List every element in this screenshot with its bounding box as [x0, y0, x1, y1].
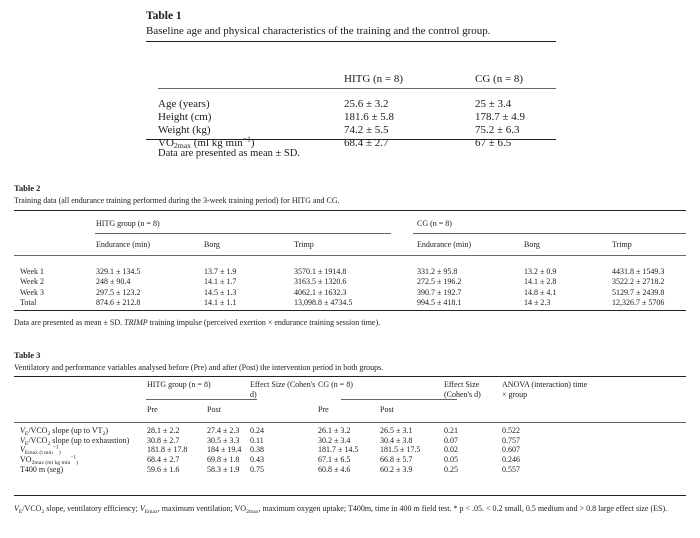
table-cell: 181.8 ± 17.8 — [147, 445, 188, 455]
table-cell: 13.2 ± 0.9 — [524, 266, 557, 276]
table2-caption-block — [14, 184, 340, 205]
table-cell: 26.5 ± 3.1 — [380, 426, 413, 436]
table-cell: 14.5 ± 1.3 — [204, 287, 237, 297]
table-row — [158, 111, 565, 124]
table-cell: 13.7 ± 1.9 — [204, 266, 237, 276]
table2-cg-group-rule — [413, 233, 686, 234]
row-label: Weight (kg) — [158, 124, 211, 136]
table-cell: 30.4 ± 3.8 — [380, 435, 413, 445]
table-cell: 0.02 — [444, 445, 458, 455]
table-cell: 181.6 ± 5.8 — [344, 111, 395, 123]
table-cell: 3522.2 ± 2718.2 — [612, 277, 665, 286]
table-cell: 14.1 ± 2.8 — [524, 277, 557, 286]
table2-subheader: Endurance (min) — [417, 239, 471, 249]
table2-group-row — [20, 219, 664, 230]
table3-header-rule — [14, 422, 686, 423]
table-cell: 0.38 — [250, 445, 264, 455]
table-cell: 184 ± 19.4 — [207, 445, 242, 455]
table-cell: 331.2 ± 95.8 — [417, 266, 458, 276]
table2-group-hitg: HITG group (n = 8) — [96, 219, 160, 228]
table-cell: 25 ± 3.4 — [475, 98, 512, 110]
row-label: Age (years) — [158, 98, 210, 110]
table1-label: Table 1 — [146, 10, 182, 22]
table-cell: 14 ± 2.3 — [524, 298, 551, 307]
table-cell: 14.1 ± 1.7 — [204, 277, 237, 286]
table-cell: 13,098.8 ± 4734.5 — [294, 298, 353, 307]
table1-header-rule — [158, 88, 556, 89]
table-row — [20, 465, 588, 475]
table2-label: Table 2 — [14, 183, 41, 193]
table-cell: 60.2 ± 3.9 — [380, 464, 413, 474]
table-cell: 68.4 ± 2.7 — [344, 137, 389, 149]
table3-anova-header: ANOVA (interaction) time × group — [502, 380, 588, 399]
table1-top-rule — [146, 41, 556, 42]
table-row — [20, 445, 588, 455]
table3-group-hitg: HITG group (n = 8) — [147, 380, 211, 389]
table-cell: 0.07 — [444, 435, 458, 445]
table3 — [20, 380, 588, 474]
table-cell: 181.5 ± 17.5 — [380, 445, 421, 455]
table-cell: 75.2 ± 6.3 — [475, 124, 520, 136]
table3-hitg-group-rule — [146, 399, 257, 400]
table-row — [20, 298, 664, 309]
table2-hitg-group-rule — [95, 233, 391, 234]
table3-caption-block — [14, 351, 383, 372]
table3-label: Table 3 — [14, 350, 41, 360]
table-cell: 0.557 — [502, 464, 520, 474]
table-cell: 0.05 — [444, 454, 458, 464]
table-cell: 59.6 ± 1.6 — [147, 464, 180, 474]
row-label: $V_E/VCO_2$ slope (up to exhaustion) — [20, 435, 130, 447]
table2-subheader: Trimp — [294, 239, 314, 249]
table-row — [158, 124, 565, 137]
table1-header-cell: HITG (n = 8) — [344, 73, 404, 85]
table-cell: 14.1 ± 1.1 — [204, 298, 237, 307]
row-label: Total — [20, 298, 37, 307]
row-label: $V_E/VCO_2$ slope (up to $VT_2$) — [20, 426, 108, 438]
table2-caption: Training data (all endurance training performed during the 3-week training period) for HITG and CG. — [14, 195, 340, 205]
table-row — [20, 288, 664, 299]
table3-es-header-cg: Effect Size (Cohen's d) — [444, 380, 481, 399]
row-label: $VO_{2max}$ (ml kg $\min^{-1}$) — [158, 134, 255, 150]
row-label: Week 1 — [20, 266, 45, 276]
table1-header-cell: CG (n = 8) — [475, 73, 524, 85]
table1-caption: Baseline age and physical characteristics of the training and the control group. — [146, 25, 491, 38]
table3-caption: Ventilatory and performance variables analysed before (Pre) and after (Post) the intervention period in both groups. — [14, 362, 384, 372]
table-cell: 26.1 ± 3.2 — [318, 426, 351, 436]
table-cell: 66.8 ± 5.7 — [380, 454, 413, 464]
table-row — [20, 254, 664, 278]
table-row — [158, 98, 565, 111]
table-cell: 27.4 ± 2.3 — [207, 426, 240, 436]
table2-subheader: Borg — [204, 239, 220, 249]
table-cell: 58.3 ± 1.9 — [207, 464, 240, 474]
row-label: T400 m (seg) — [20, 464, 64, 474]
table-cell: 0.522 — [502, 426, 520, 436]
table-cell: 4062.1 ± 1632.3 — [294, 287, 347, 297]
table-cell: 297.5 ± 123.2 — [96, 287, 141, 297]
table-cell: 0.11 — [250, 435, 264, 445]
table-cell: 67 ± 6.5 — [475, 137, 512, 149]
table-cell: 74.2 ± 5.5 — [344, 124, 389, 136]
table-cell: 178.7 ± 4.9 — [475, 111, 526, 123]
table3-cg-group-rule — [341, 399, 457, 400]
row-label: $V_{Emax}$ $_{(l min}^{-1}_)$ — [20, 444, 61, 457]
table2-subheader: Endurance (min) — [96, 239, 150, 249]
table-cell: 3163.5 ± 1320.6 — [294, 277, 347, 286]
table-cell: 14.8 ± 4.1 — [524, 287, 557, 297]
table-cell: 0.25 — [444, 464, 458, 474]
table-row — [20, 414, 588, 436]
table-cell: 67.1 ± 6.5 — [318, 454, 351, 464]
table-cell: 69.8 ± 1.8 — [207, 454, 240, 464]
table-cell: 30.2 ± 3.4 — [318, 435, 351, 445]
table1-header-row — [158, 73, 565, 98]
table3-bottom-rule — [14, 495, 686, 496]
table-cell: 0.21 — [444, 426, 458, 436]
row-label: Height (cm) — [158, 111, 212, 123]
table1-note: Data are presented as mean ± SD. — [158, 148, 300, 159]
table-cell: 30.8 ± 2.7 — [147, 435, 180, 445]
table1-header-cell — [158, 73, 344, 98]
table-row — [20, 277, 664, 288]
table-cell: 5129.7 ± 2439.8 — [612, 287, 665, 297]
table3-top-rule — [14, 376, 686, 377]
table3-subheader-pre: Pre — [318, 404, 329, 414]
table-cell: 4431.8 ± 1549.3 — [612, 266, 665, 276]
table3-subheader-pre: Pre — [147, 404, 158, 414]
table1-bottom-rule — [146, 139, 556, 140]
row-label: Week 2 — [20, 277, 45, 286]
table2-top-rule — [14, 210, 686, 211]
table2-note: Data are presented as mean ± SD. TRIMP training impulse (perceived exertion × endurance training session time). — [14, 318, 381, 327]
table-cell: 12,326.7 ± 5706 — [612, 298, 665, 307]
row-label: $VO_{2max}$ $_{(ml kg min}^{-1}_)$ — [20, 454, 79, 466]
table-cell: 0.757 — [502, 435, 520, 445]
table-cell: 329.1 ± 134.5 — [96, 266, 141, 276]
table-cell: 994.5 ± 418.1 — [417, 298, 462, 307]
table-cell: 390.7 ± 192.7 — [417, 287, 462, 297]
table-cell: 68.4 ± 2.7 — [147, 454, 180, 464]
table3-note: $V_E/VCO_2$ slope, ventilatory efficiency; $V_{Emax}$, maximum ventilation; $VO_{2max}$, maximum oxygen uptake; T400m, time in 400 m field test. * p < .05. < 0.2 small, 0.5 medium and > 0.8 large effect size (ES). — [14, 504, 668, 515]
table-cell: 28.1 ± 2.2 — [147, 426, 180, 436]
table-cell: 181.7 ± 14.5 — [318, 445, 359, 455]
table-cell: 272.5 ± 196.2 — [417, 277, 462, 286]
table-cell: 30.5 ± 3.3 — [207, 435, 240, 445]
table-cell: 25.6 ± 3.2 — [344, 98, 389, 110]
table-cell: 60.8 ± 4.6 — [318, 464, 351, 474]
table2-group-cg: CG (n = 8) — [417, 219, 452, 228]
table-cell: 3570.1 ± 1914.8 — [294, 266, 347, 276]
table-cell: 874.6 ± 212.8 — [96, 298, 141, 307]
row-label: Week 3 — [20, 287, 45, 297]
table-row — [20, 436, 588, 446]
table-cell: 0.607 — [502, 445, 520, 455]
table2-subheader: Borg — [524, 239, 540, 249]
table-cell: 0.24 — [250, 426, 264, 436]
table1-caption-block — [146, 10, 491, 38]
table2-subheader: Trimp — [612, 239, 632, 249]
table-cell: 0.43 — [250, 454, 264, 464]
table-cell: 0.246 — [502, 454, 520, 464]
table-row — [20, 455, 588, 465]
table-cell: 0.75 — [250, 464, 264, 474]
table3-group-cg: CG (n = 8) — [318, 380, 353, 389]
table3-subheader-post: Post — [380, 404, 394, 414]
table3-subheader-post: Post — [207, 404, 221, 414]
table2-bottom-rule — [14, 310, 686, 311]
table3-group-row — [20, 380, 588, 390]
table-cell: 248 ± 90.4 — [96, 277, 131, 286]
table2-header-rule — [14, 255, 686, 256]
table3-es-header-hitg: Effect Size (Cohen's d) — [250, 380, 316, 399]
